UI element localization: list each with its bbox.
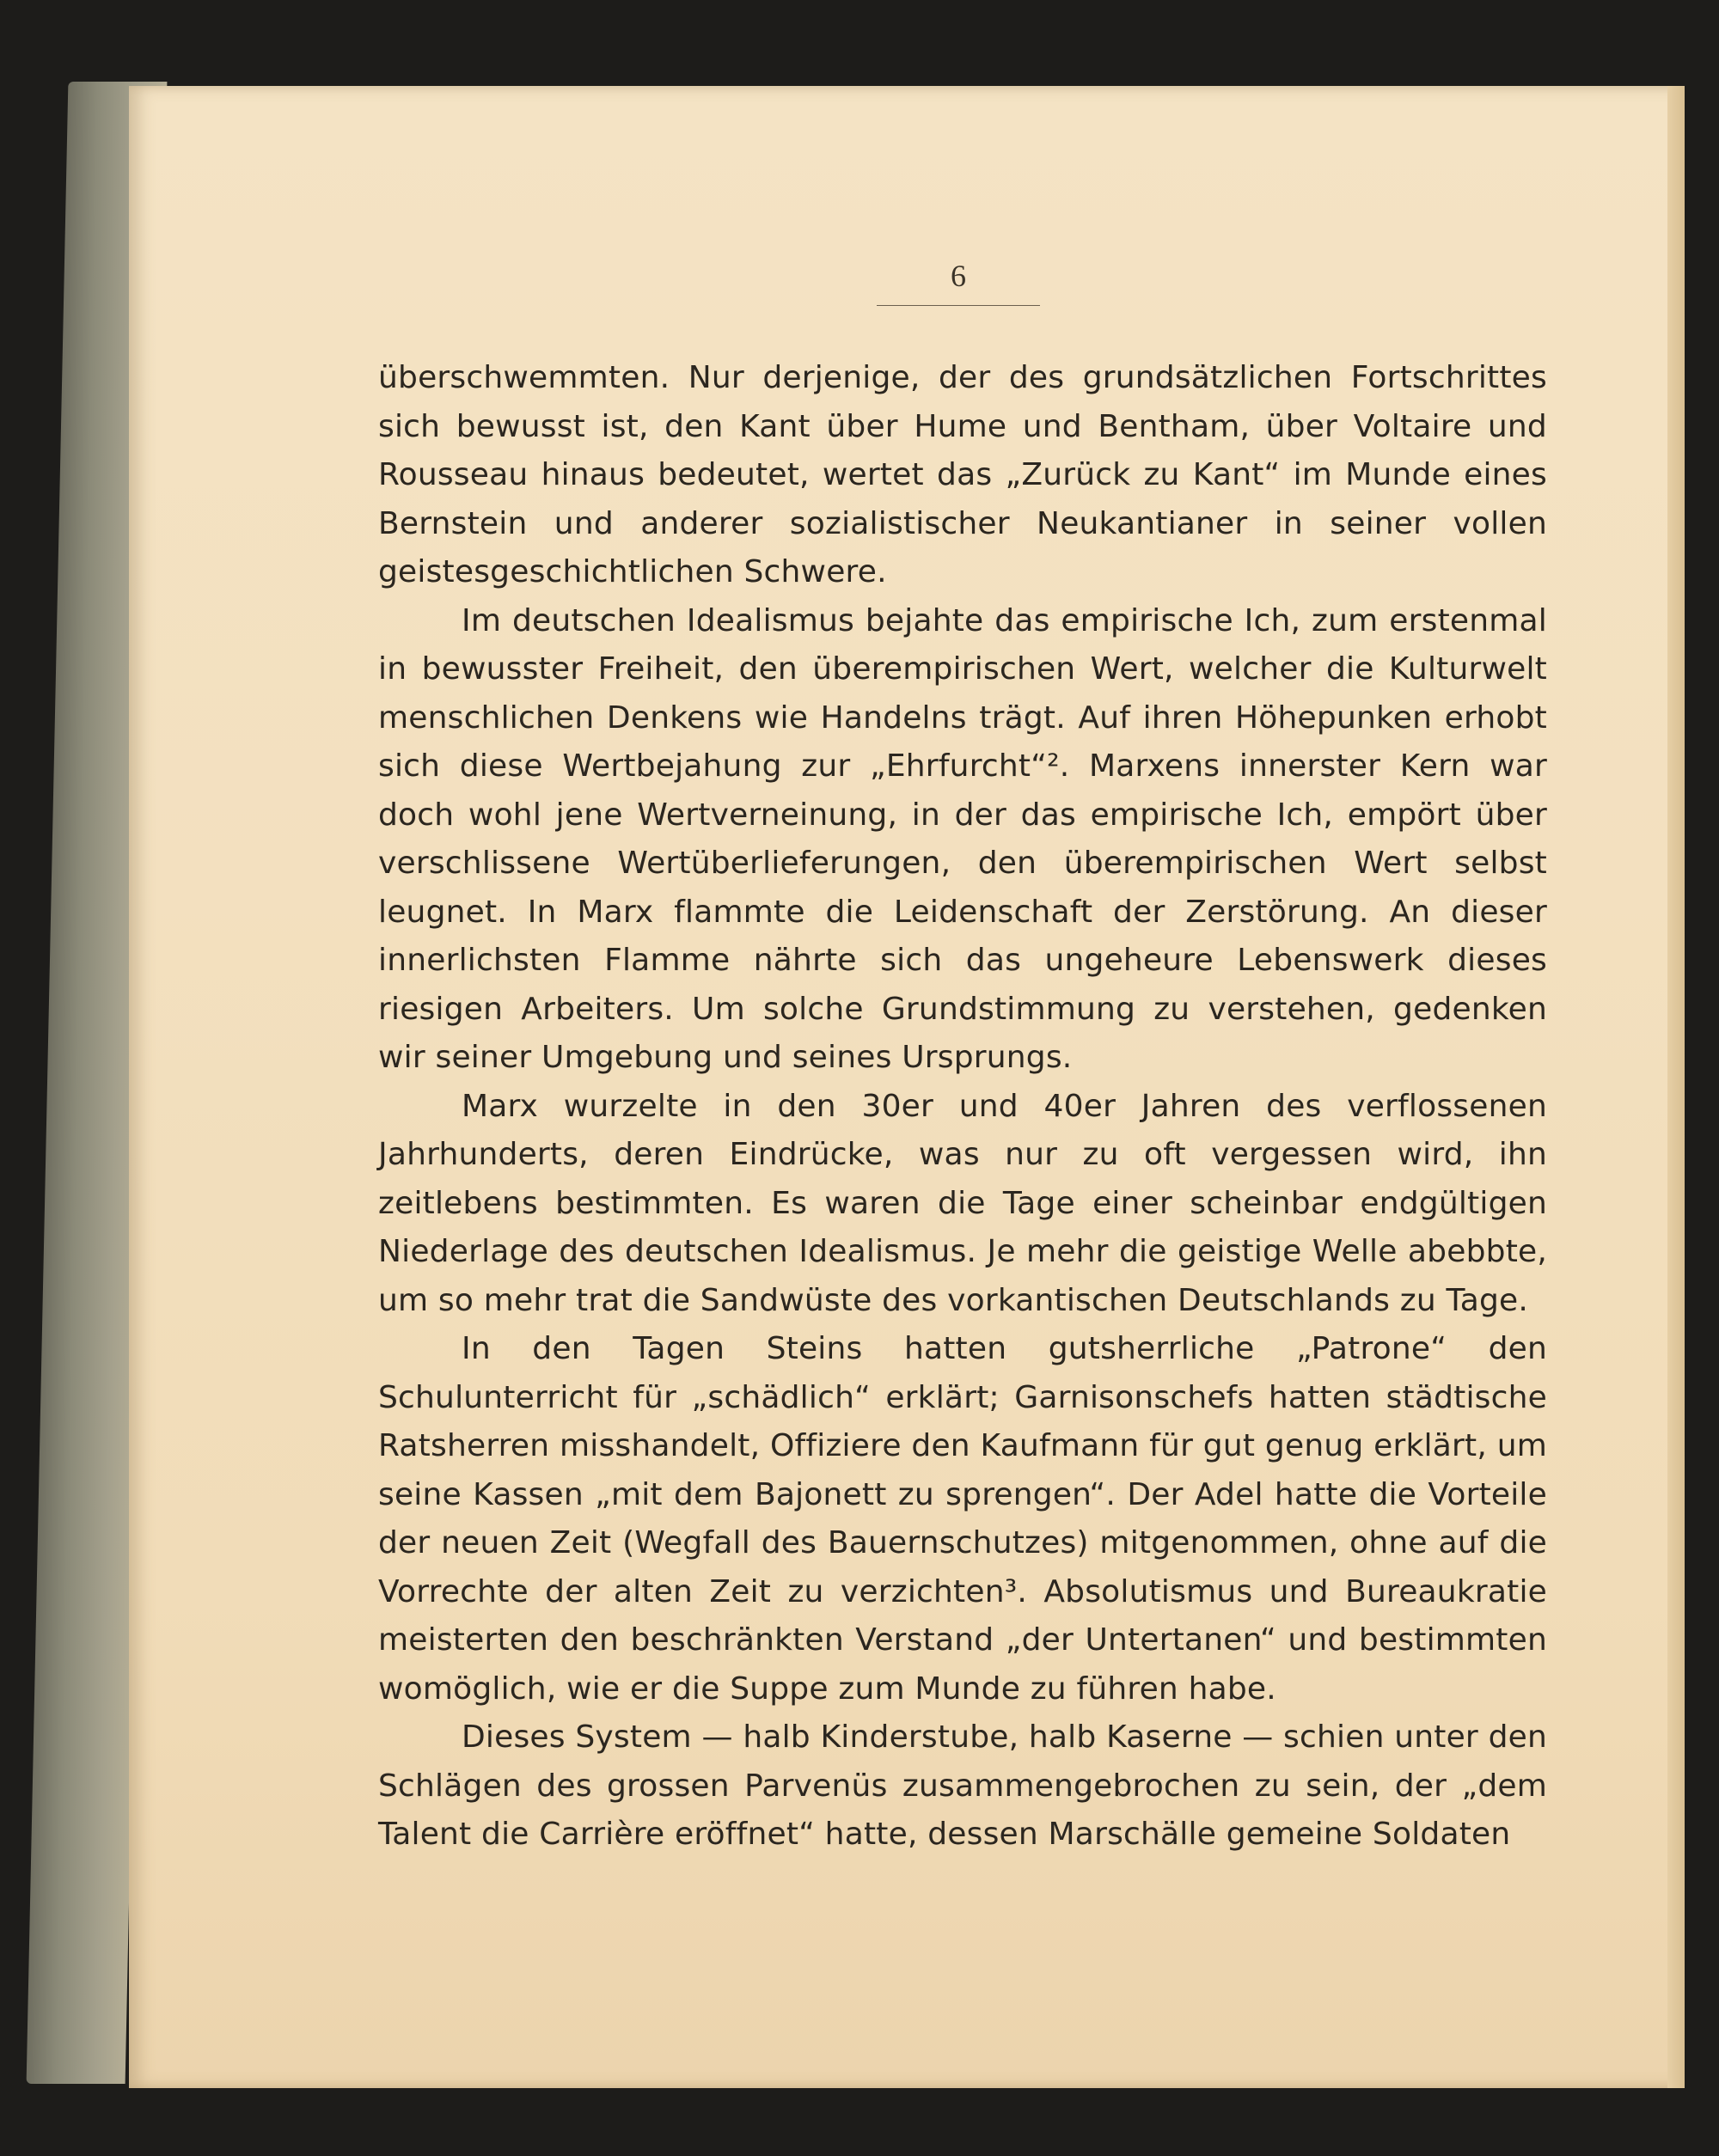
page-number: 6 [951, 259, 966, 293]
paragraph-2: Im deutschen Idealismus bejahte das empirische Ich, zum erstenmal in bewusster Freiheit, den überempirischen Wert, welcher die Kulturwelt menschlichen Denkens wie Handelns trägt. Auf ihren Höhepunken erhobt sich diese Wertbejahung zur „Ehrfurcht“². Marxens innerster Kern war doch wohl jene Wertverneinung, in der das empirische Ich, empört über verschlissene Wertüberlieferungen, den überempirischen Wert selbst leugnet. In Marx flammte die Leidenschaft der Zerstörung. An dieser innerlichsten Flamme nährte sich das ungeheure Lebenswerk dieses riesigen Arbeiters. Um solche Grundstimmung zu verstehen, gedenken wir seiner Umgebung und seines Ursprungs. [378, 602, 1547, 1075]
page-edge [1667, 86, 1685, 2088]
paragraph-4: In den Tagen Steins hatten gutsherrliche „Patrone“ den Schulunterricht für „schädlich“ erklärt; Garnisonschefs hatten städtische Ratsherren misshandelt, Offiziere den Kaufmann für gut genug erklärt, um seine Kassen „mit dem Bajonett zu sprengen“. Der Adel hatte die Vorteile der neuen Zeit (Wegfall des Bauernschutzes) mitgenommen, ohne auf die Vorrechte der alten Zeit zu verzichten³. Absolutismus und Bureaukratie meisterten den beschränkten Verstand „der Untertanen“ und bestimmten womöglich, wie er die Suppe zum Munde zu führen habe. [378, 1331, 1547, 1707]
body-text [378, 354, 1547, 1860]
paragraph-1: überschwemmten. Nur derjenige, der des grundsätzlichen Fortschrittes sich bewusst ist, den Kant über Hume und Bentham, über Voltaire und Rousseau hinaus bedeutet, wertet das „Zurück zu Kant“ im Munde eines Bernstein und anderer sozialistischer Neukantianer in seiner vollen geistesgeschichtlichen Schwere. [378, 360, 1547, 589]
page-number-rule [877, 305, 1040, 306]
paragraph-5: Dieses System — halb Kinderstube, halb Kaserne — schien unter den Schlägen des grossen Parvenüs zusammengebrochen zu sein, der „dem Talent die Carrière eröffnet“ hatte, dessen Marschälle gemeine Soldaten [378, 1719, 1547, 1852]
paragraph-3: Marx wurzelte in den 30er und 40er Jahren des verflossenen Jahrhunderts, deren Eindrücke, was nur zu oft vergessen wird, ihn zeitlebens bestimmten. Es waren die Tage einer scheinbar endgültigen Niederlage des deutschen Idealismus. Je mehr die geistige Welle abebbte, um so mehr trat die Sandwüste des vorkantischen Deutschlands zu Tage. [378, 1088, 1547, 1318]
